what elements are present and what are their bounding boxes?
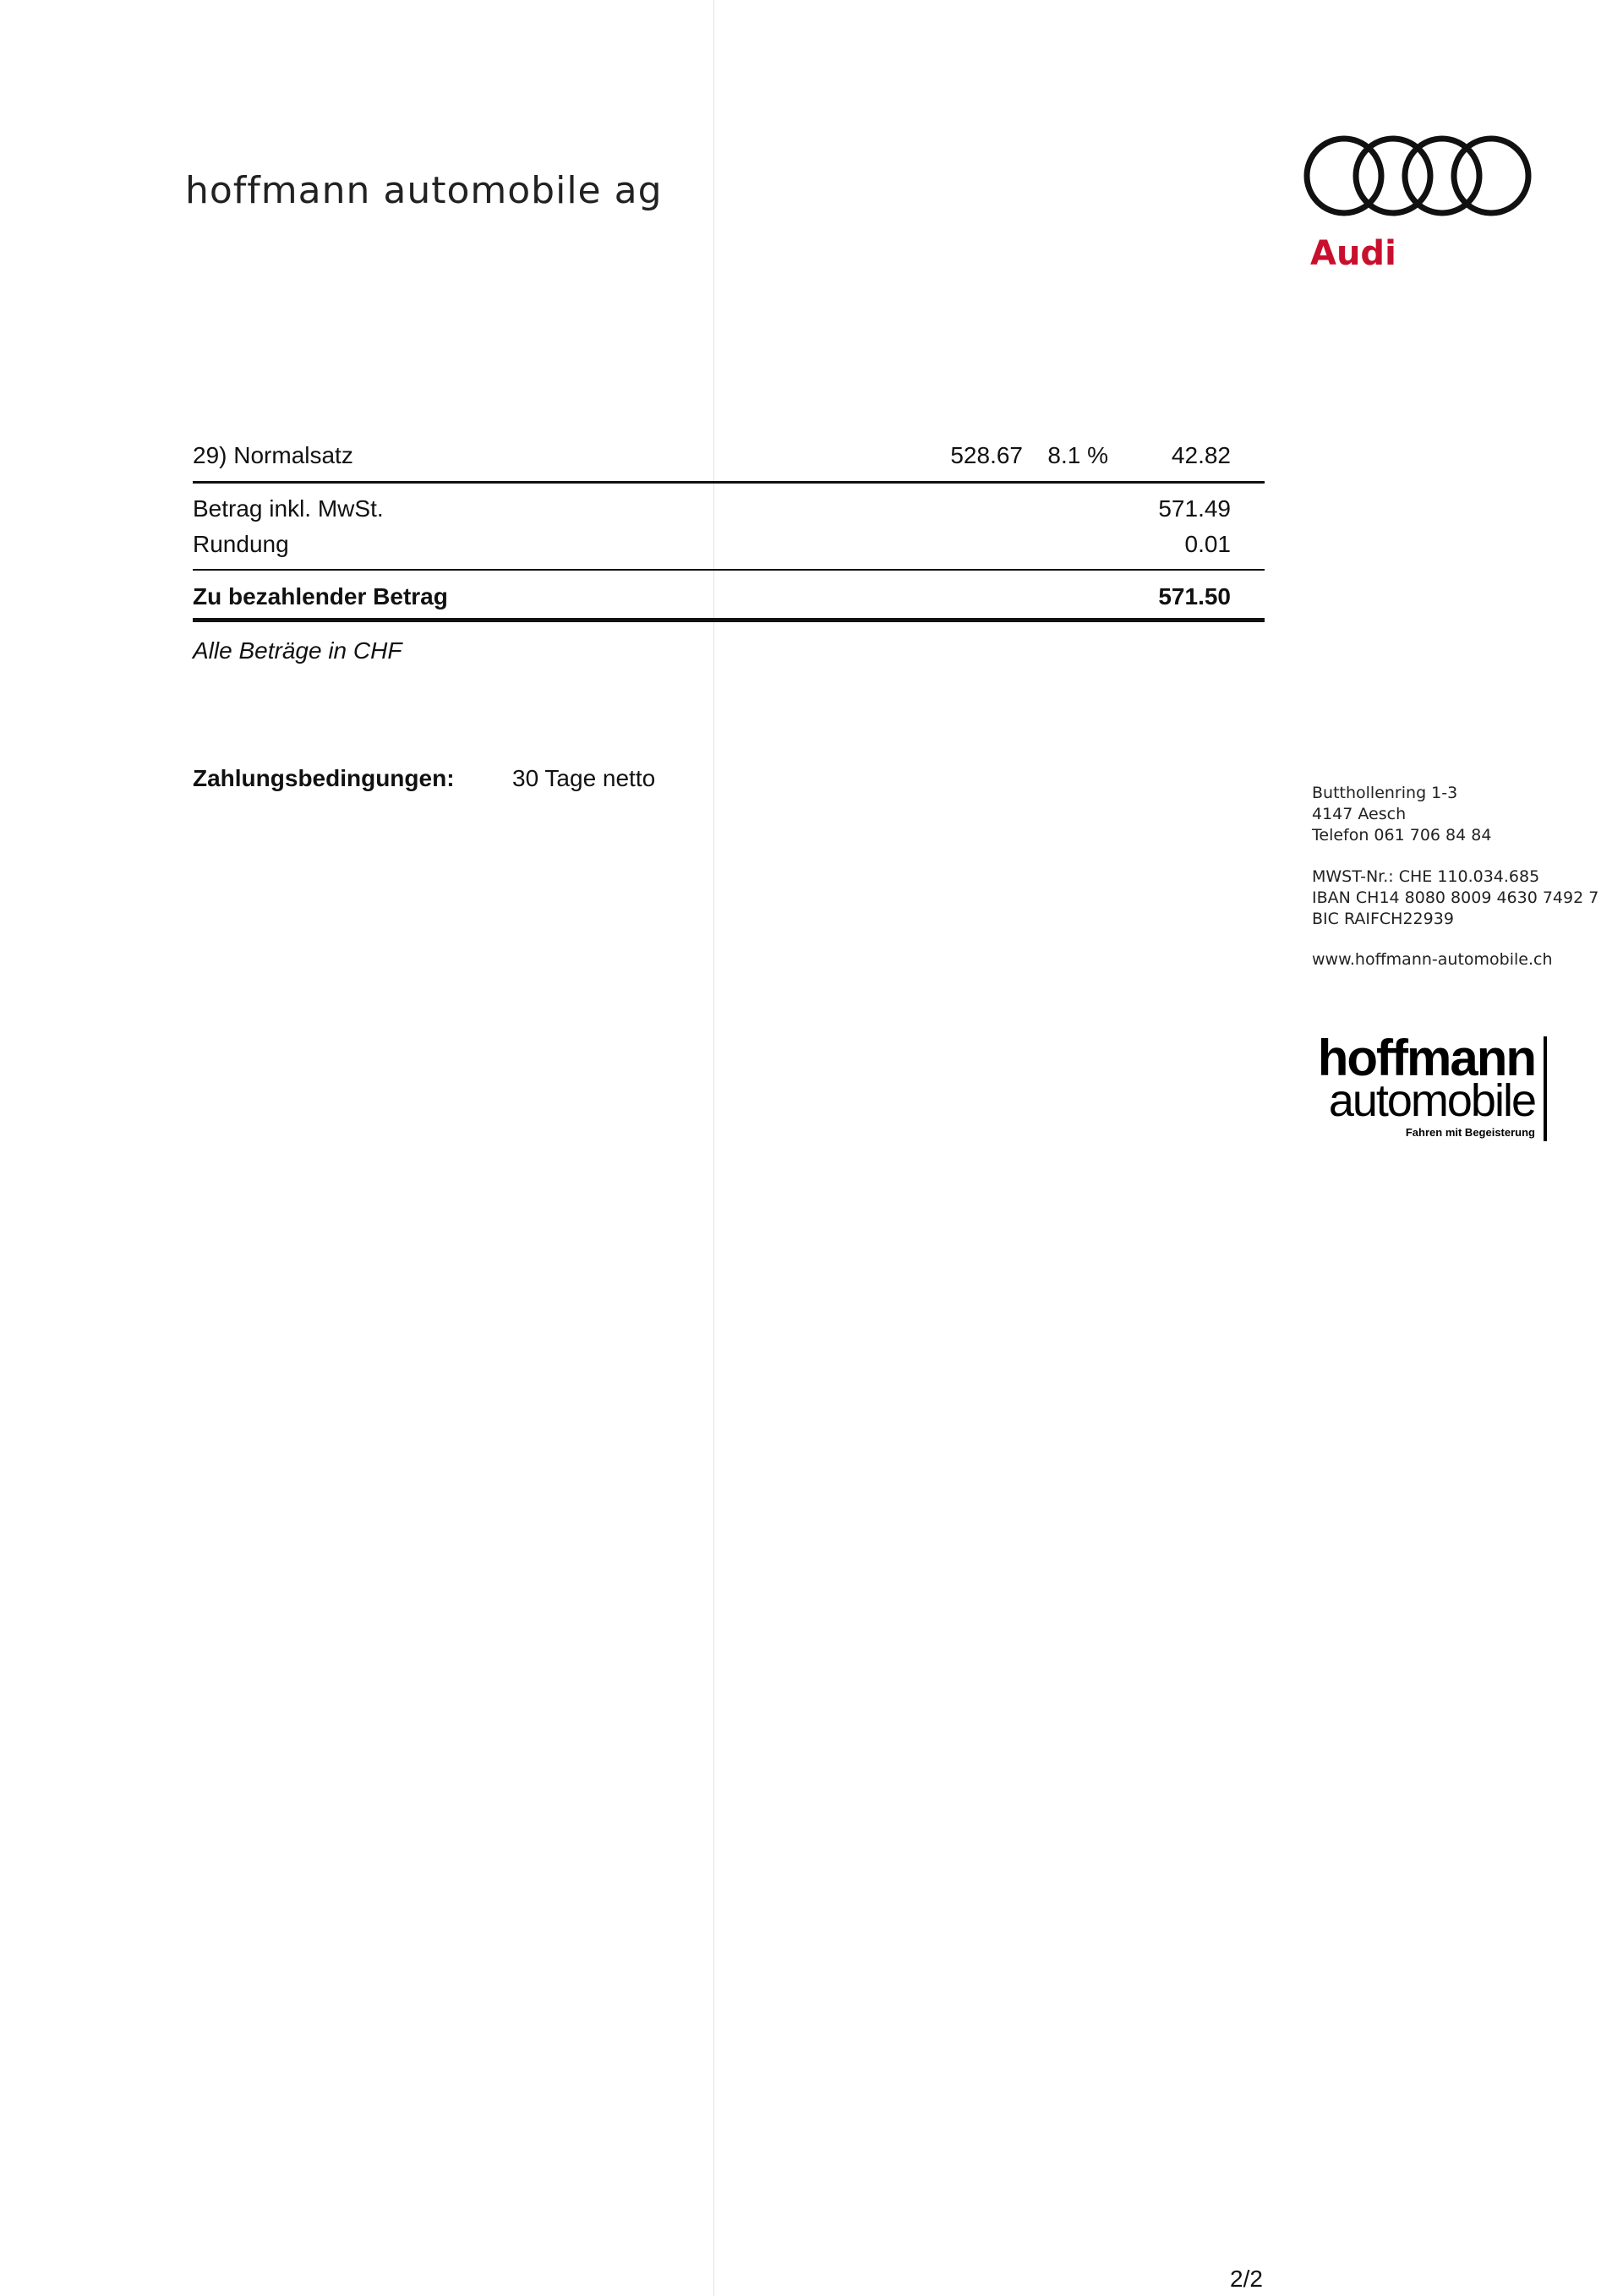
total-incl-vat-label: Betrag inkl. MwSt. [193, 495, 384, 522]
total-incl-vat-value: 571.49 [1158, 495, 1231, 522]
payment-terms-value: 30 Tage netto [512, 765, 656, 791]
hoffmann-logo-line1: hoffmann [1317, 1030, 1535, 1086]
tax-amount: 42.82 [1171, 442, 1231, 468]
divider-rule-double [193, 618, 1265, 622]
company-address [1312, 783, 1491, 846]
page-number: 2/2 [1230, 2266, 1263, 2292]
divider-rule [193, 569, 1265, 571]
divider-rule [193, 481, 1265, 484]
amount-due-value: 571.50 [1158, 583, 1231, 610]
bic: BIC RAIFCH22939 [1312, 910, 1454, 928]
company-name: hoffmann automobile ag [185, 169, 663, 212]
iban: IBAN CH14 8080 8009 4630 7492 7 [1312, 888, 1599, 907]
payment-terms-label: Zahlungsbedingungen: [193, 765, 455, 791]
hoffmann-logo-tagline: Fahren mit Begeisterung [1405, 1126, 1535, 1139]
hoffmann-logo-line2: automobile [1328, 1075, 1535, 1126]
audi-brand-text: Audi [1310, 234, 1396, 273]
hoffmann-logo-bar [1544, 1036, 1547, 1141]
hoffmann-logo [1302, 1030, 1547, 1145]
website-link: www.hoffmann-automobile.ch [1312, 950, 1553, 969]
amount-due-label: Zu bezahlender Betrag [193, 583, 448, 610]
address-street: Butthollenring 1-3 [1312, 784, 1458, 802]
rounding-row [193, 528, 1265, 561]
audi-rings-logo [1300, 127, 1537, 225]
vat-number: MWST-Nr.: CHE 110.034.685 [1312, 867, 1540, 886]
rounding-label: Rundung [193, 531, 289, 557]
tax-rate-percent: 8.1 % [1047, 442, 1108, 468]
total-incl-vat-row [193, 492, 1265, 526]
address-city: 4147 Aesch [1312, 805, 1407, 823]
address-phone: Telefon 061 706 84 84 [1312, 826, 1492, 845]
company-bank-details [1312, 866, 1598, 930]
amount-due-row [193, 580, 1265, 614]
currency-note: Alle Beträge in CHF [193, 637, 402, 664]
rounding-value: 0.01 [1184, 531, 1231, 557]
page-fold-line [713, 0, 714, 2296]
company-website [1312, 949, 1553, 970]
tax-base-amount: 528.67 [950, 442, 1023, 468]
tax-rate-row [193, 439, 1265, 473]
tax-rate-label: 29) Normalsatz [193, 442, 353, 468]
